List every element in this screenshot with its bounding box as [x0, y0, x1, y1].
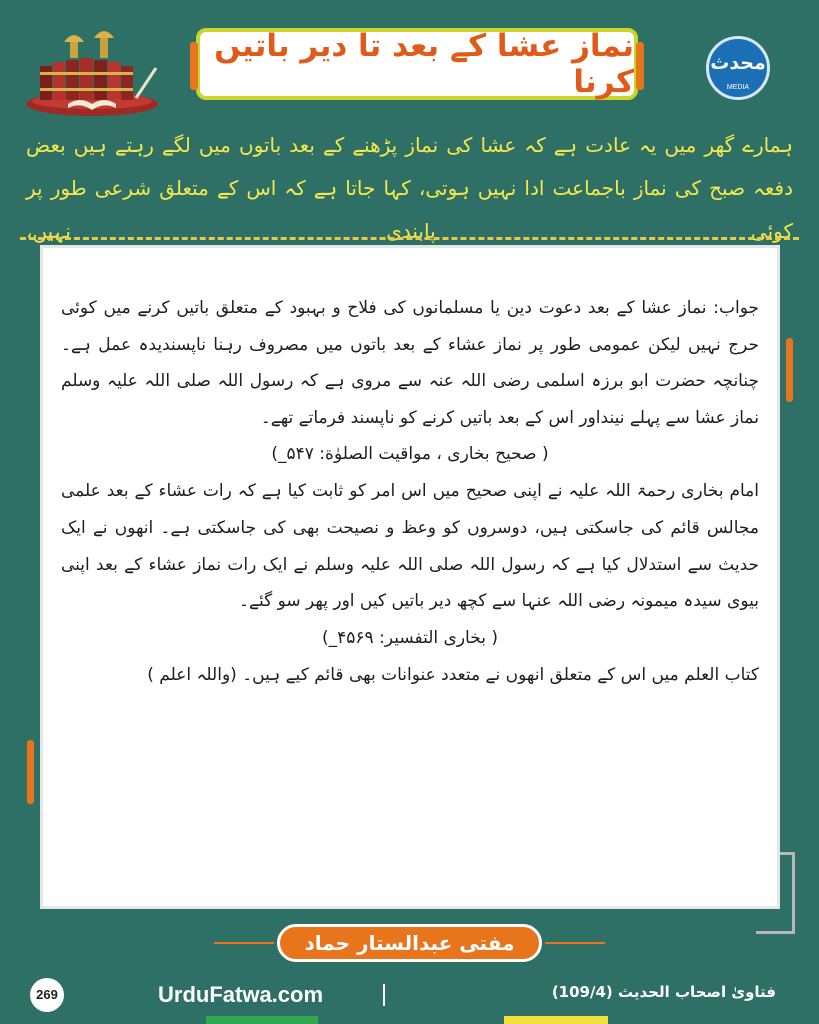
reference: ( بخاری التفسیر: ۴۵۶۹_) [322, 627, 498, 648]
title-banner [196, 28, 638, 100]
answer-paragraph: کتاب العلم میں اس کے متعلق انھوں نے متعدد عنوانات بھی قائم کیے ہیں۔ (واللہ اعلم ) [147, 664, 759, 685]
page-title: نماز عشا کے بعد تا دیر باتیں کرنا [214, 28, 634, 100]
books-icon [24, 22, 164, 118]
footer-bar-green [206, 1016, 318, 1024]
footer-bar-yellow [504, 1016, 608, 1024]
answer-panel [40, 245, 780, 909]
logo-subtext: MEDIA [726, 84, 750, 91]
footer-separator [383, 984, 385, 1006]
site-link[interactable]: UrduFatwa.com [158, 982, 324, 1007]
divider [20, 237, 799, 240]
accent-bar-left [27, 740, 34, 804]
book-reference: فتاویٰ اصحاب الحدیث (109/4) [551, 983, 776, 1001]
page-number: 269 [30, 978, 64, 1012]
answer-paragraph: جواب: نماز عشا کے بعد دعوت دین یا مسلمانوں کی فلاح و بہبود کے متعلق باتیں کرنے میں کوئی حرج نہیں لیکن عمومی طور پر نماز عشاء کے بعد باتوں میں مصروف رہنا ناپسندیدہ عمل ہے۔ چنانچہ حضرت ابو برزہ اسلمی رضی اللہ عنہ سے مروی ہے کہ رسول اللہ صلی اللہ علیہ وسلم نماز عشا سے پہلے نینداور اس کے بعد باتیں کرنے کو ناپسند فرماتے تھے۔ [61, 298, 759, 428]
answer-body [61, 290, 759, 693]
reference: ( صحیح بخاری ، مواقیت الصلوٰة: ۵۴۷_) [271, 444, 549, 465]
question-text: ہمارے گھر میں یہ عادت ہے کہ عشا کی نماز پڑھنے کے بعد باتوں میں لگے رہتے ہیں بعض دفعہ صبح کی نماز باجماعت ادا نہیں ہوتی، کہا جاتا ہے کہ اس کے متعلق شرعی طور پر کوئی پابندی نہیں، [26, 133, 793, 243]
logo [706, 36, 770, 100]
answer-paragraph: امام بخاری رحمۃ اللہ علیہ نے اپنی صحیح میں اس امر کو ثابت کیا ہے کہ رات عشاء کے بعد علمی مجالس قائم کی جاسکتی ہیں، دوسروں کو وعظ و نصیحت بھی کی جاسکتی ہے۔ انھوں نے ایک حدیث سے استدلال کیا ہے کہ رسول اللہ صلی اللہ علیہ وسلم نے ایک رات نماز عشاء کے بعد اپنی بیوی سیدہ میمونہ رضی اللہ عنہا سے کچھ دیر باتیں کیں اور پھر سو گئے۔ [61, 481, 759, 612]
accent-bar-right [786, 338, 793, 402]
logo-text: محدث [710, 52, 766, 74]
author-badge: مفتی عبدالستار حماد [277, 924, 542, 962]
